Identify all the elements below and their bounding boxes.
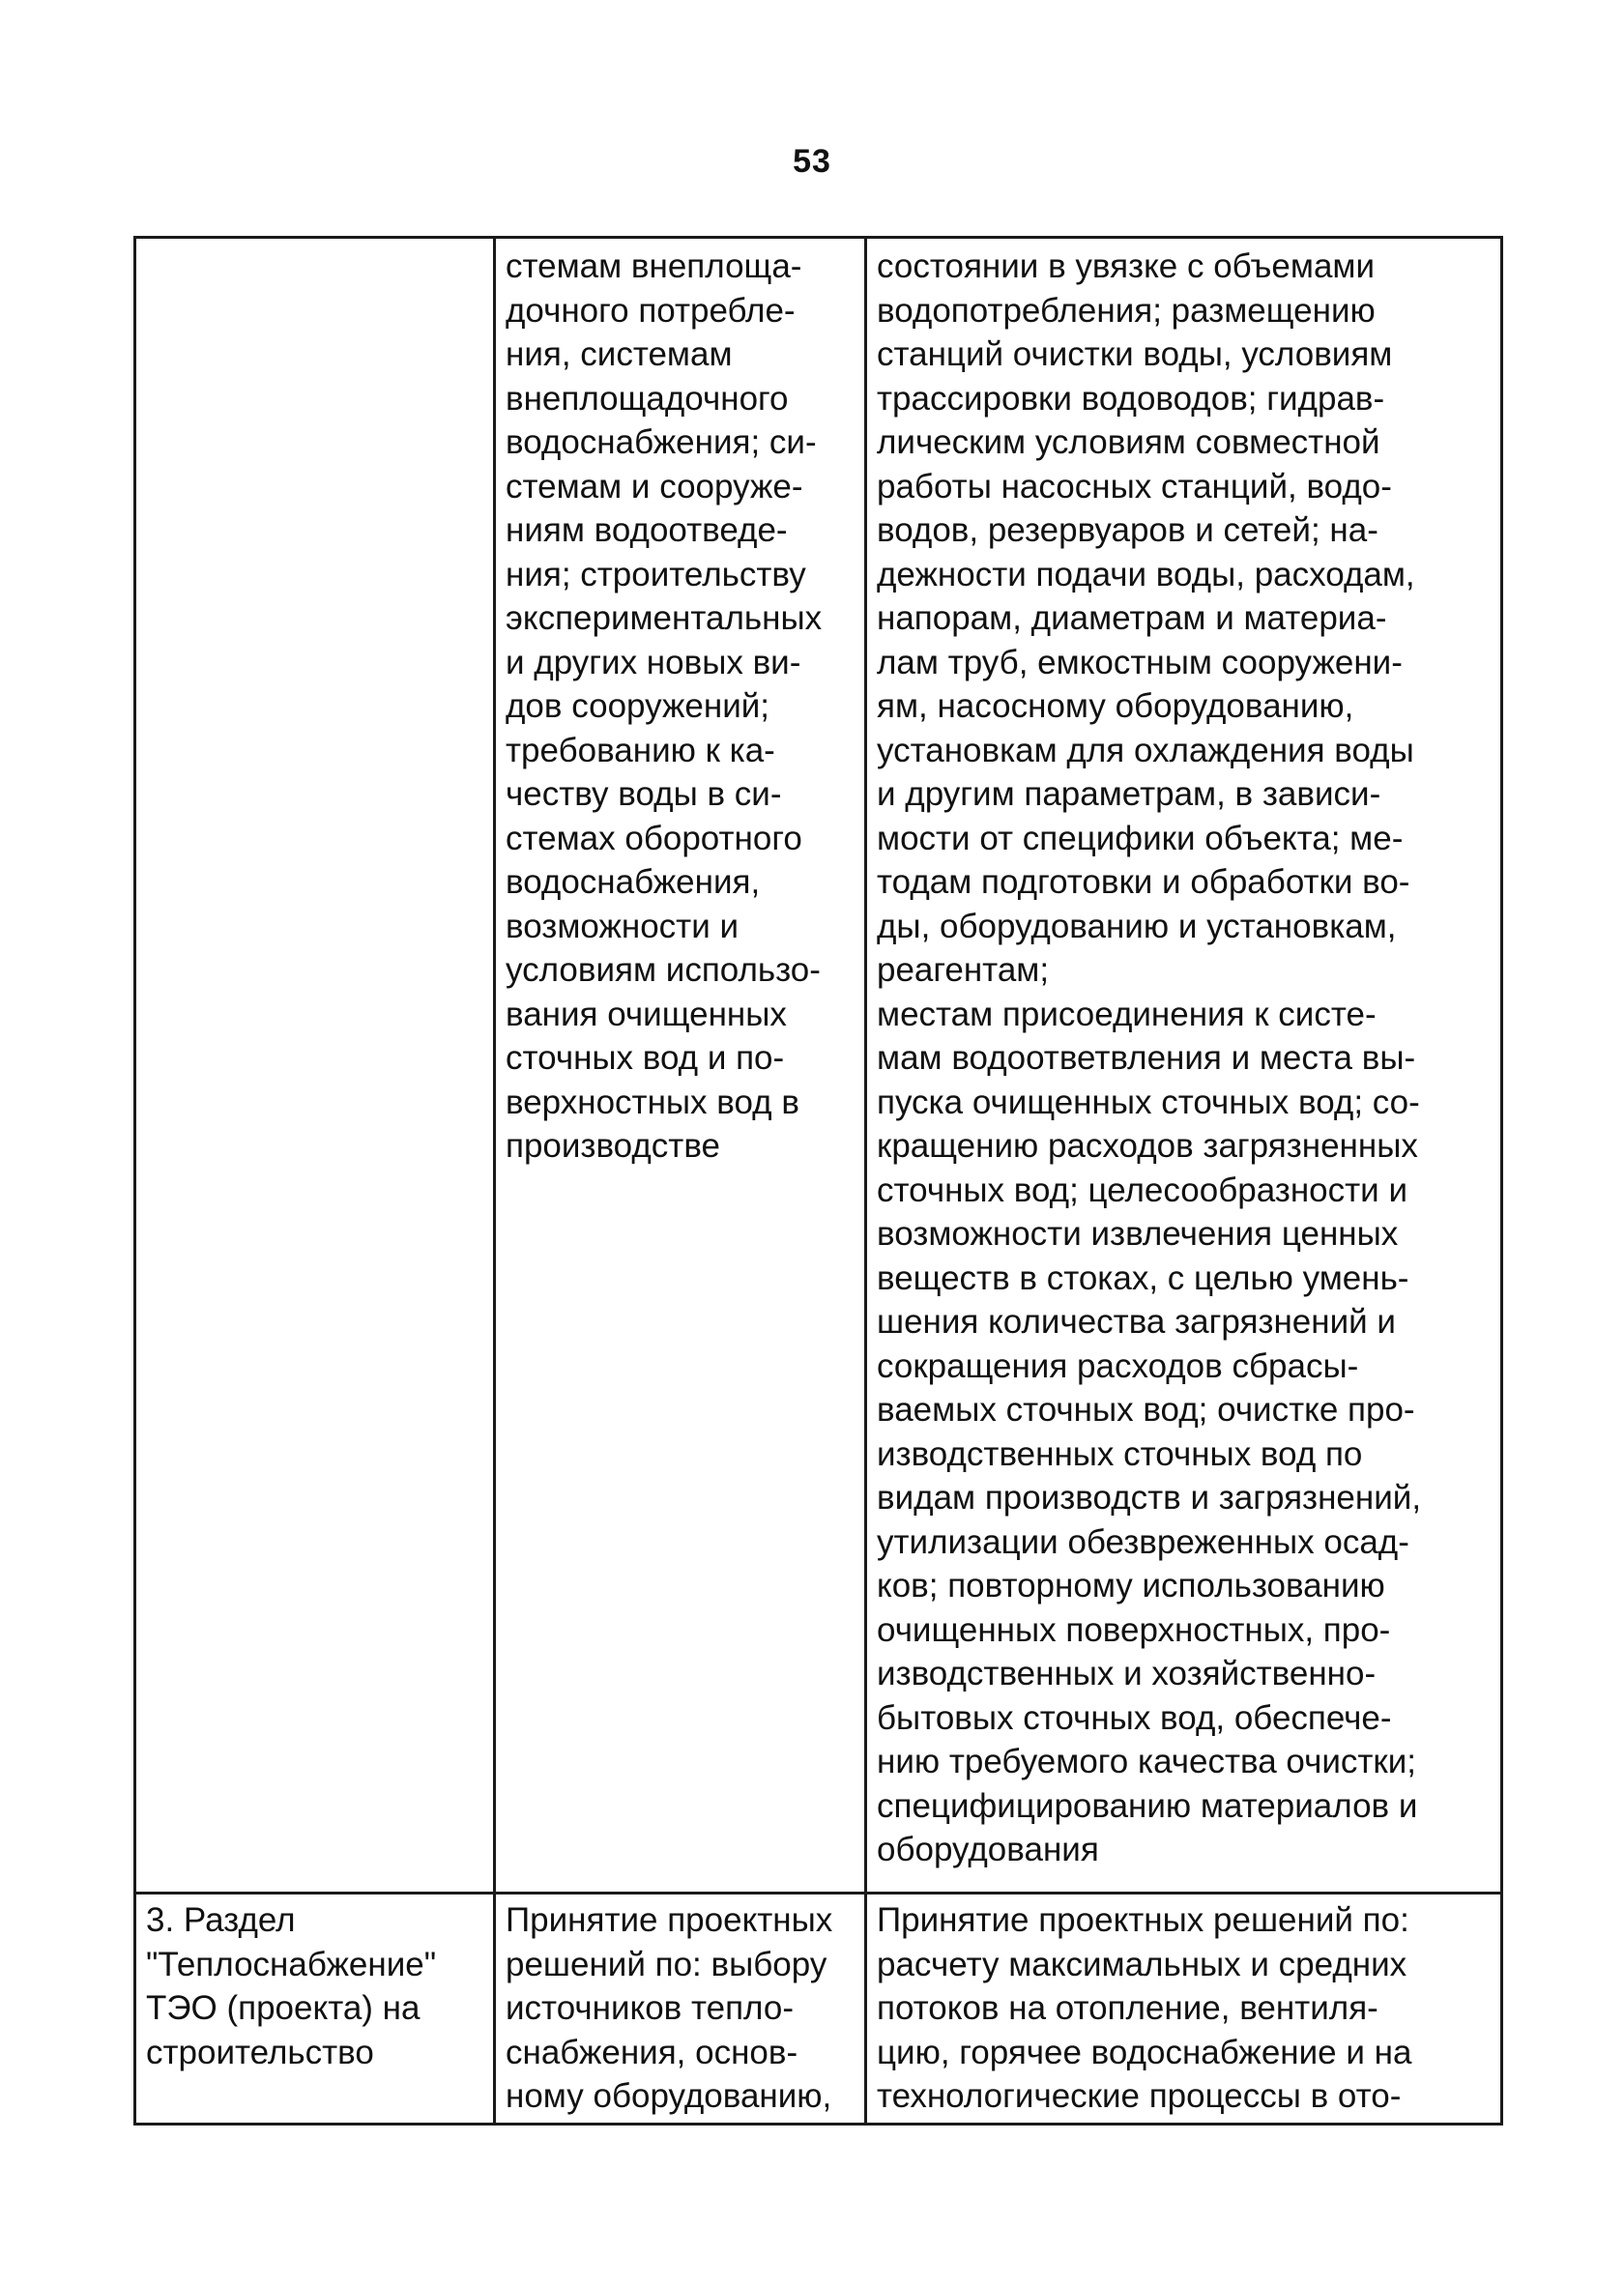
requirements-table — [133, 236, 1503, 2126]
decisions-cell: состоянии в увязке с объемами водопотребления; размещению станций очистки воды, условиям трассировки водоводов; гидрав- лическим условиям совместной работы насосных станций, водо- водов, резервуаров и сетей; на- дежности подачи воды, расходам, напорам, диаметрам и материа- лам труб, емкостным сооружени- ям, насосному оборудованию, установкам для охлаждения воды и другим параметрам, в зависи- мости от специфики объекта; ме- тодам подготовки и обработки во- ды, оборудованию и установкам, реагентам; местам присоединения к систе- мам водоответвления и места вы- пуска очищенных сточных вод; со- кращению расходов загрязненных сточных вод; целесообразности и возможности извлечения ценных веществ в стоках, с целью умень- шения количества загрязнений и сокращения расходов сбрасы- ваемых сточных вод; очистке про- изводственных сточных вод по видам производств и загрязнений, утилизации обезвреженных осад- ков; повторному использованию очищенных поверхностных, про- изводственных и хозяйственно- бытовых сточных вод, обеспече- нию требуемого качества очистки; специфицированию материалов и оборудования — [866, 238, 1502, 1894]
scope-cell: стемам внеплоща- дочного потребле- ния, системам внеплощадочного водоснабжения; си- стемам и сооруже- ниям водоотведе- ния; строительству экспериментальных и других новых ви- дов сооружений; требованию к ка- честву воды в си- стемах оборотного водоснабжения, возможности и условиям использо- вания очищенных сточных вод и по- верхностных вод в производстве — [495, 238, 866, 1894]
section-cell: 3. Раздел "Теплоснабжение" ТЭО (проекта) на строительство — [135, 1894, 495, 2125]
table-row — [135, 238, 1502, 1894]
table-row — [135, 1894, 1502, 2125]
scope-cell: Принятие проектных решений по: выбору источников тепло- снабжения, основ- ному оборудованию, — [495, 1894, 866, 2125]
page-number: 53 — [793, 143, 831, 180]
decisions-cell: Принятие проектных решений по: расчету максимальных и средних потоков на отопление, вентиля- цию, горячее водоснабжение и на технологические процессы в ото- — [866, 1894, 1502, 2125]
section-cell — [135, 238, 495, 1894]
